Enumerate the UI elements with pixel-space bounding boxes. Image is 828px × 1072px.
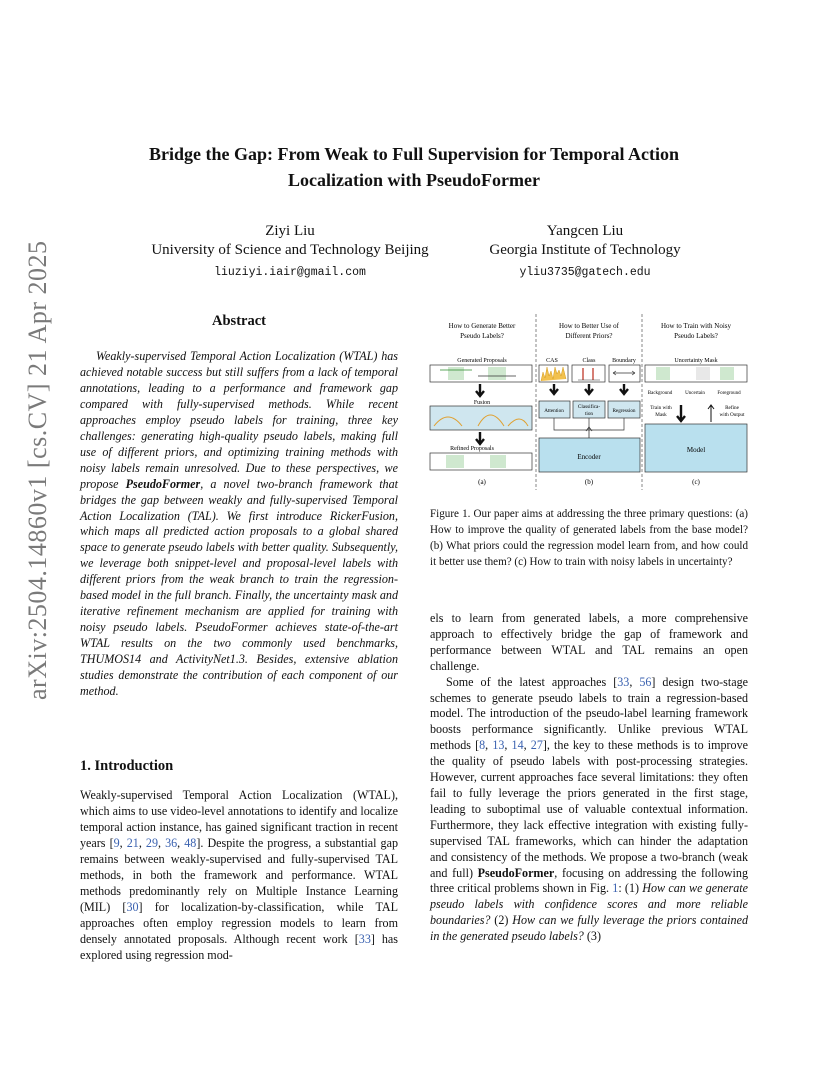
arrow-down-icon	[677, 405, 685, 421]
col-b-title: Different Priors?	[565, 332, 613, 340]
citation-link[interactable]: 14	[511, 738, 524, 753]
citation-link[interactable]: 29	[145, 835, 158, 850]
figure-label-a: (a)	[478, 478, 486, 486]
author-block-1	[140, 222, 440, 282]
author-block-2	[440, 222, 730, 282]
train-with-mask-label: Mask	[655, 412, 667, 418]
figure-1	[428, 312, 750, 492]
class-label: Class	[582, 358, 596, 364]
citation-link[interactable]: 33	[617, 674, 630, 689]
author-email[interactable]: yliu3735@gatech.edu	[519, 266, 651, 279]
question-2: How can we fully leverage the priors contained in the generated pseudo labels?	[430, 913, 748, 944]
author-affiliation: University of Science and Technology Beijing	[151, 242, 429, 258]
arxiv-stamp: arXiv:2504.14860v1 [cs.CV] 21 Apr 2025	[23, 240, 52, 700]
text-run: Weakly-supervised Temporal Action Localization (WTAL), which aims to use video-level annotations to identify and localize temporal action instance, has gained significant traction in recent years [	[80, 788, 398, 850]
arrow-down-icon	[550, 384, 558, 394]
refined-proposals-box	[430, 453, 532, 470]
background-label: Background	[647, 391, 673, 396]
citation-link[interactable]: 48	[184, 835, 197, 850]
uncertainty-mask-label: Uncertainty Mask	[674, 358, 718, 364]
text-run: ] has explored using regression mod-	[80, 931, 399, 962]
abstract-heading: Abstract	[212, 313, 266, 329]
figure-ref-link[interactable]: 1	[612, 881, 619, 896]
uncertain-label: Uncertain	[685, 391, 705, 396]
train-with-mask-label: Train with	[650, 405, 672, 411]
arrow-down-icon	[585, 384, 593, 394]
author-affiliation: Georgia Institute of Technology	[489, 242, 681, 258]
generated-proposals-box	[430, 365, 532, 382]
paper-title	[90, 141, 738, 193]
citation-link[interactable]: 8	[479, 738, 486, 753]
paragraph: Some of the latest approaches [33, 56] design two-stage schemes to generate pseudo labels to train a regression-based model. The introduction of the pseudo-label learning framework boosts performance significantly. Unlike previous WTAL methods [8, 13, 14, 27], the key to these methods is to improve the quality of pseudo labels with post-processing strategies. However, current approaches face several limitations: they often fail to fully leverage the priors generated in the first stage, leading to suboptimal use of valuable contextual information. Furthermore, they lack effective integration with existing fully-supervised TAL frameworks, which can hinder the adaptation and consistency of the methods. We propose a two-branch (weak and full) PseudoFormer, focusing on addressing the following three critical problems shown in Fig. 1: (1) How can we generate pseudo labels with confidence scores and more reliable boundaries? (2) How can we fully leverage the priors contained in the generated pseudo labels? (3)	[430, 674, 749, 944]
figure-caption: Figure 1. Our paper aims at addressing the three primary questions: (a) How to improve the quality of generated labels from the base model? (b) What priors could the regression model learn from, and how could it better use them? (c) How to train with noisy labels in uncertainty?	[430, 508, 748, 568]
abstract-text	[80, 349, 398, 700]
regression-label: Regression	[612, 408, 636, 414]
fusion-box	[430, 406, 532, 430]
citation-link[interactable]: 27	[530, 738, 543, 753]
author-email[interactable]: liuziyi.iair@gmail.com	[214, 266, 366, 279]
title-line-2: Localization with PseudoFormer	[288, 170, 540, 190]
citation-link[interactable]: 33	[358, 931, 371, 946]
abstract-part: , a novel two-branch framework that bridges the gap between weakly and fully-supervised Temporal Action Localization (TAL). We first introduce RickerFusion, which maps all predicted action proposals to a global shared space to generate pseudo labels with better quality. Subsequently, we leverage both snippet-level and proposal-level labels with different priors from the weak branch to train the regression-based model in the full branch. Finally, the uncertainty mask and iterative refinement mechanism are applied for training with noisy pseudo labels. PseudoFormer achieves state-of-the-art WTAL results on the two commonly used benchmarks, THUMOS14 and ActivityNet1.3. Besides, extensive ablation studies demonstrate the contribution of each component of our method.	[80, 476, 399, 699]
fusion-label: Fusion	[473, 400, 491, 406]
attention-label: Attention	[544, 408, 564, 414]
abstract-part: Weakly-supervised Temporal Action Localization (WTAL) has achieved notable success but still suffers from a lack of temporal annotations, leading to a performance and framework gap compared with fully-supervised methods. While recent approaches employ pseudo labels for training, three key challenges: generating high-quality pseudo labels, making full use of different priors, and optimizing training methods with noisy labels remain unresolved. Due to these perspectives, we propose	[80, 349, 398, 491]
arrow-up-icon	[586, 427, 592, 438]
refined-proposals-label: Refined Proposals	[450, 446, 494, 452]
citation-link[interactable]: 9	[113, 835, 120, 850]
classification-label: tion	[584, 411, 594, 417]
col-b-title: How to Better Use of	[559, 322, 619, 330]
method-name: PseudoFormer	[477, 865, 555, 880]
arrow-down-icon	[620, 384, 628, 394]
model-label: Model	[686, 446, 706, 454]
paragraph: els to learn from generated labels, a more comprehensive approach to effectively bridge the gap of framework and performance between WTAL and TAL remains an open challenge.	[430, 611, 748, 673]
intro-text: Weakly-supervised Temporal Action Localization (WTAL), which aims to use video-level annotations to identify and localize temporal action instance, has gained significant traction in recent years [9, 21, 29, 36, 48]. Despite the progress, a substantial gap remains between weakly-supervised and fully-supervised TAL methods, in both the framework and performance. WTAL methods predominantly rely on Multiple Instance Learning (MIL) [30] for localization-by-classification, while TAL approaches often employ regression models to learn from densely annotated proposals. Although recent work [33] has explored using regression mod-	[80, 788, 399, 962]
author-name: Yangcen Liu	[546, 223, 624, 239]
section-heading-introduction: 1. Introduction	[80, 758, 174, 774]
question-1: How can we generate pseudo labels with confidence scores and more reliable boundaries?	[430, 881, 748, 928]
col-c-title: Pseudo Labels?	[674, 332, 718, 340]
foreground-label: Foreground	[717, 391, 741, 396]
citation-link[interactable]: 13	[492, 738, 505, 753]
citation-link[interactable]: 56	[639, 674, 652, 689]
encoder-label: Encoder	[577, 453, 601, 461]
classification-label: Classifica-	[577, 404, 601, 410]
citation-link[interactable]: 30	[126, 899, 139, 914]
refine-with-output-label: with Output	[719, 412, 745, 418]
col-a-title: Pseudo Labels?	[460, 332, 504, 340]
cas-label: CAS	[546, 358, 558, 364]
arrow-down-icon	[476, 384, 484, 396]
figure-label-c: (c)	[692, 478, 700, 486]
generated-proposals-label: Generated Proposals	[457, 358, 507, 364]
intro-text-continued	[430, 611, 748, 945]
col-a-title: How to Generate Better	[448, 322, 516, 330]
title-line-1: Bridge the Gap: From Weak to Full Supervision for Temporal Action	[148, 144, 680, 164]
figure-label-b: (b)	[584, 478, 594, 486]
citation-link[interactable]: 21	[126, 835, 139, 850]
author-name: Ziyi Liu	[265, 223, 315, 239]
text-run: ] for localization-by-classification, while TAL approaches often employ regression models to learn from densely annotated proposals. Although recent work [	[80, 899, 398, 946]
text-run: ]. Despite the progress, a substantial gap remains between weakly-supervised and fully-supervised TAL methods, in both the framework and performance. WTAL methods predominantly rely on Multiple Instance Learning (MIL) [	[80, 835, 398, 914]
refine-with-output-label: Refine	[725, 405, 739, 411]
col-c-title: How to Train with Noisy	[660, 322, 732, 330]
arrow-down-icon	[476, 432, 484, 444]
arrow-up-icon	[708, 405, 714, 422]
citation-link[interactable]: 36	[165, 835, 178, 850]
class-box	[572, 365, 605, 382]
method-name: PseudoFormer	[125, 476, 201, 491]
boundary-label: Boundary	[612, 358, 636, 364]
